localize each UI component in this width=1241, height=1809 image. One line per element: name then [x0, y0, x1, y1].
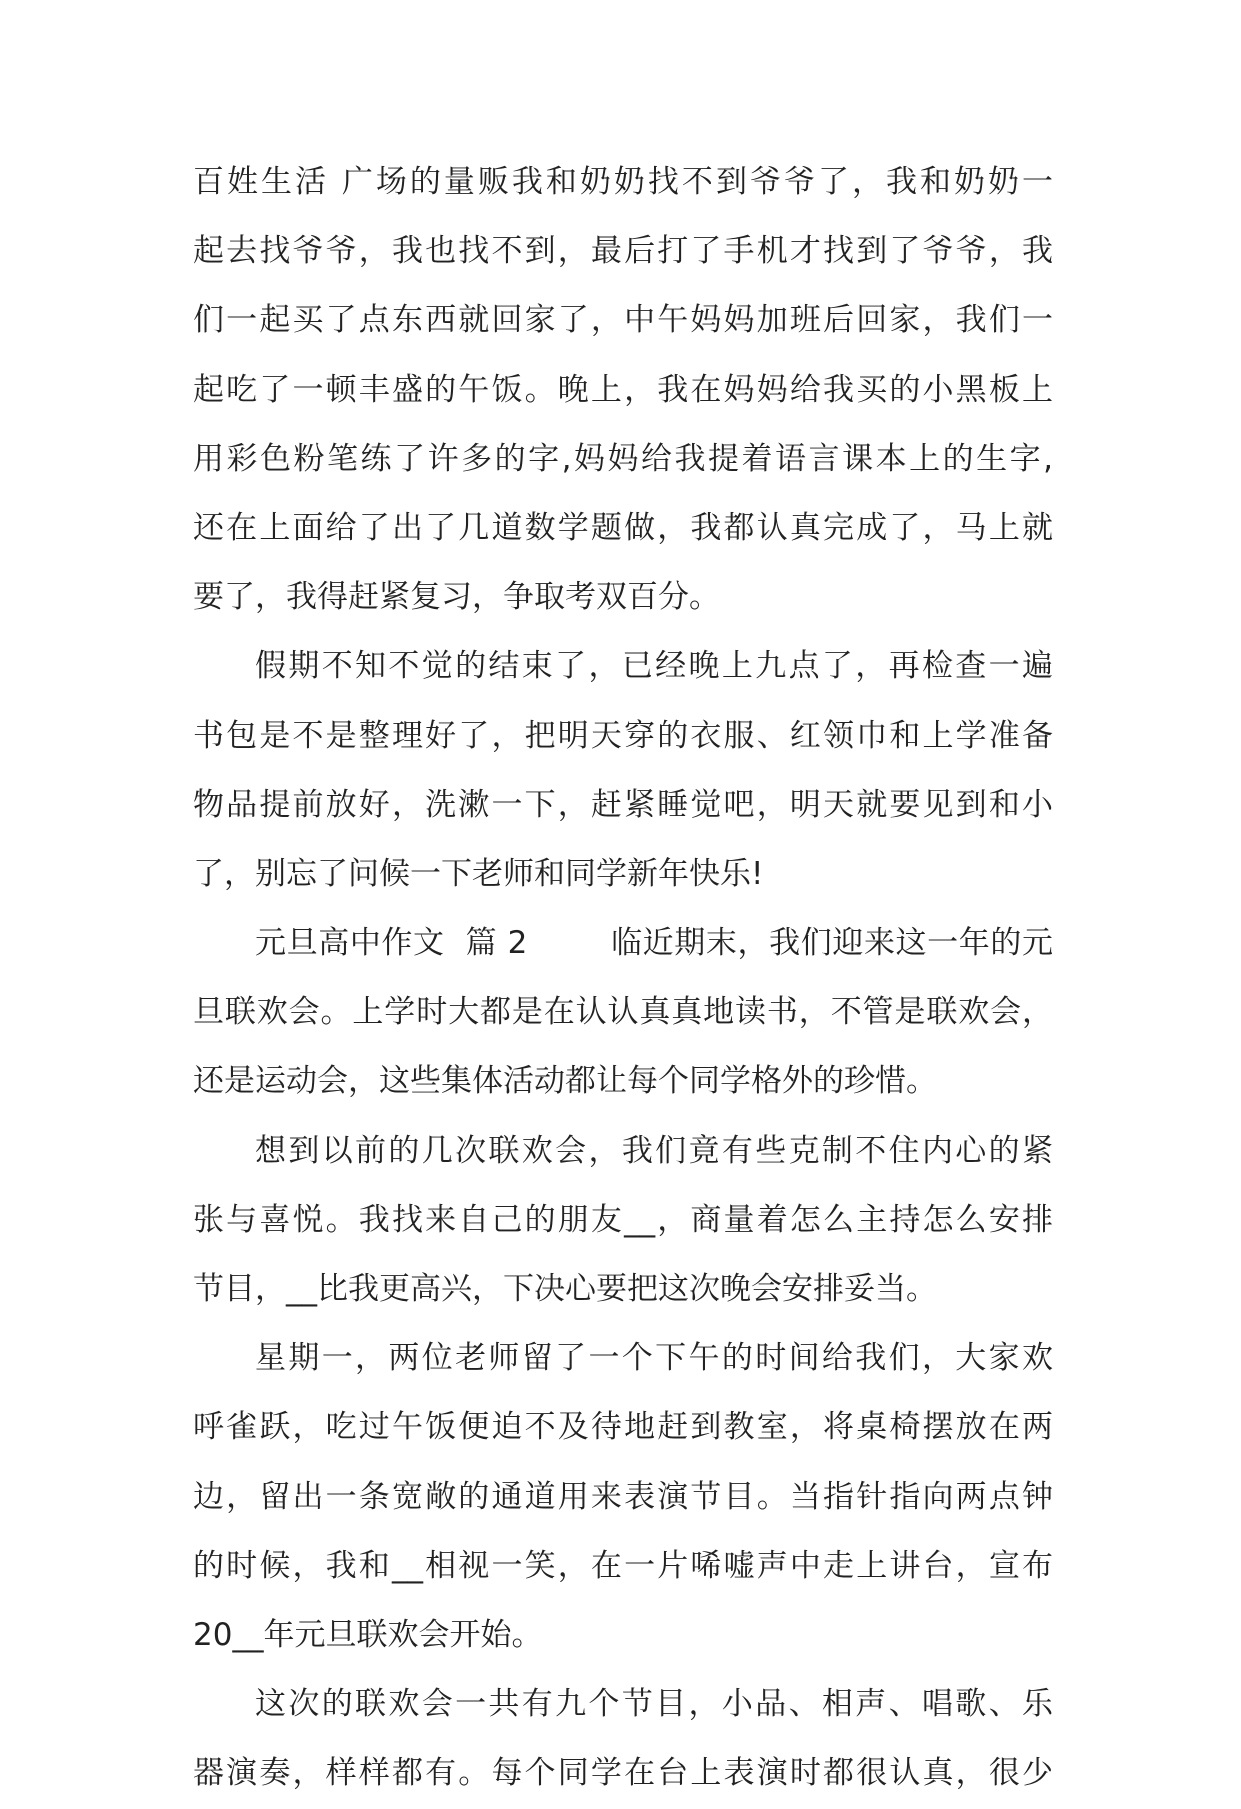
- text-line: 们一起买了点东西就回家了，中午妈妈加班后回家，我们一: [193, 302, 1053, 339]
- paragraph-start-line: 星期一，两位老师留了一个下午的时间给我们，大家欢: [255, 1340, 1053, 1377]
- text-line: 还是运动会，这些集体活动都让每个同学格外的珍惜。: [193, 1063, 937, 1100]
- text-line: 器演奏，样样都有。每个同学在台上表演时都很认真，很少: [193, 1755, 1053, 1792]
- text-line: 张与喜悦。我找来自己的朋友__，商量着怎么主持怎么安排: [193, 1201, 1053, 1238]
- text-line: 边，留出一条宽敞的通道用来表演节目。当指针指向两点钟: [193, 1478, 1053, 1515]
- text-line: 要了，我得赶紧复习，争取考双百分。: [193, 579, 720, 616]
- text-line: 起去找爷爷，我也找不到，最后打了手机才找到了爷爷，我: [193, 233, 1053, 270]
- text-line: 的时候，我和__相视一笑，在一片唏嘘声中走上讲台，宣布: [193, 1547, 1053, 1584]
- text-line: 节目，__比我更高兴，下决心要把这次晚会安排妥当。: [193, 1271, 937, 1307]
- text-line: 呼雀跃，吃过午饭便迫不及待地赶到教室，将桌椅摆放在两: [193, 1409, 1053, 1446]
- text-line: 了，别忘了问候一下老师和同学新年快乐!: [193, 855, 764, 892]
- text-line: 书包是不是整理好了，把明天穿的衣服、红领巾和上学准备: [193, 717, 1053, 754]
- text-line: 用彩色粉笔练了许多的字,妈妈给我提着语言课本上的生字,: [193, 440, 1053, 477]
- text-line: 物品提前放好，洗漱一下，赶紧睡觉吧，明天就要见到和小: [193, 786, 1053, 823]
- text-line: 还在上面给了出了几道数学题做，我都认真完成了，马上就: [193, 509, 1053, 546]
- text-line: 起吃了一顿丰盛的午饭。晚上，我在妈妈给我买的小黑板上: [193, 371, 1053, 408]
- paragraph-start-line: 这次的联欢会一共有九个节目，小品、相声、唱歌、乐: [255, 1686, 1053, 1723]
- section-heading-line: 元旦高中作文 篇 2 临近期末，我们迎来这一年的元: [255, 925, 1053, 962]
- body-text: [193, 148, 1053, 1809]
- text-line: 20__年元旦联欢会开始。: [193, 1616, 543, 1653]
- paragraph-start-line: 假期不知不觉的结束了，已经晚上九点了，再检查一遍: [255, 648, 1053, 685]
- paragraph-start-line: 想到以前的几次联欢会，我们竟有些克制不住内心的紧: [255, 1132, 1053, 1169]
- text-line: 旦联欢会。上学时大都是在认认真真地读书，不管是联欢会，: [193, 994, 1053, 1031]
- text-line: 百姓生活 广场的量贩我和奶奶找不到爷爷了，我和奶奶一: [193, 164, 1053, 200]
